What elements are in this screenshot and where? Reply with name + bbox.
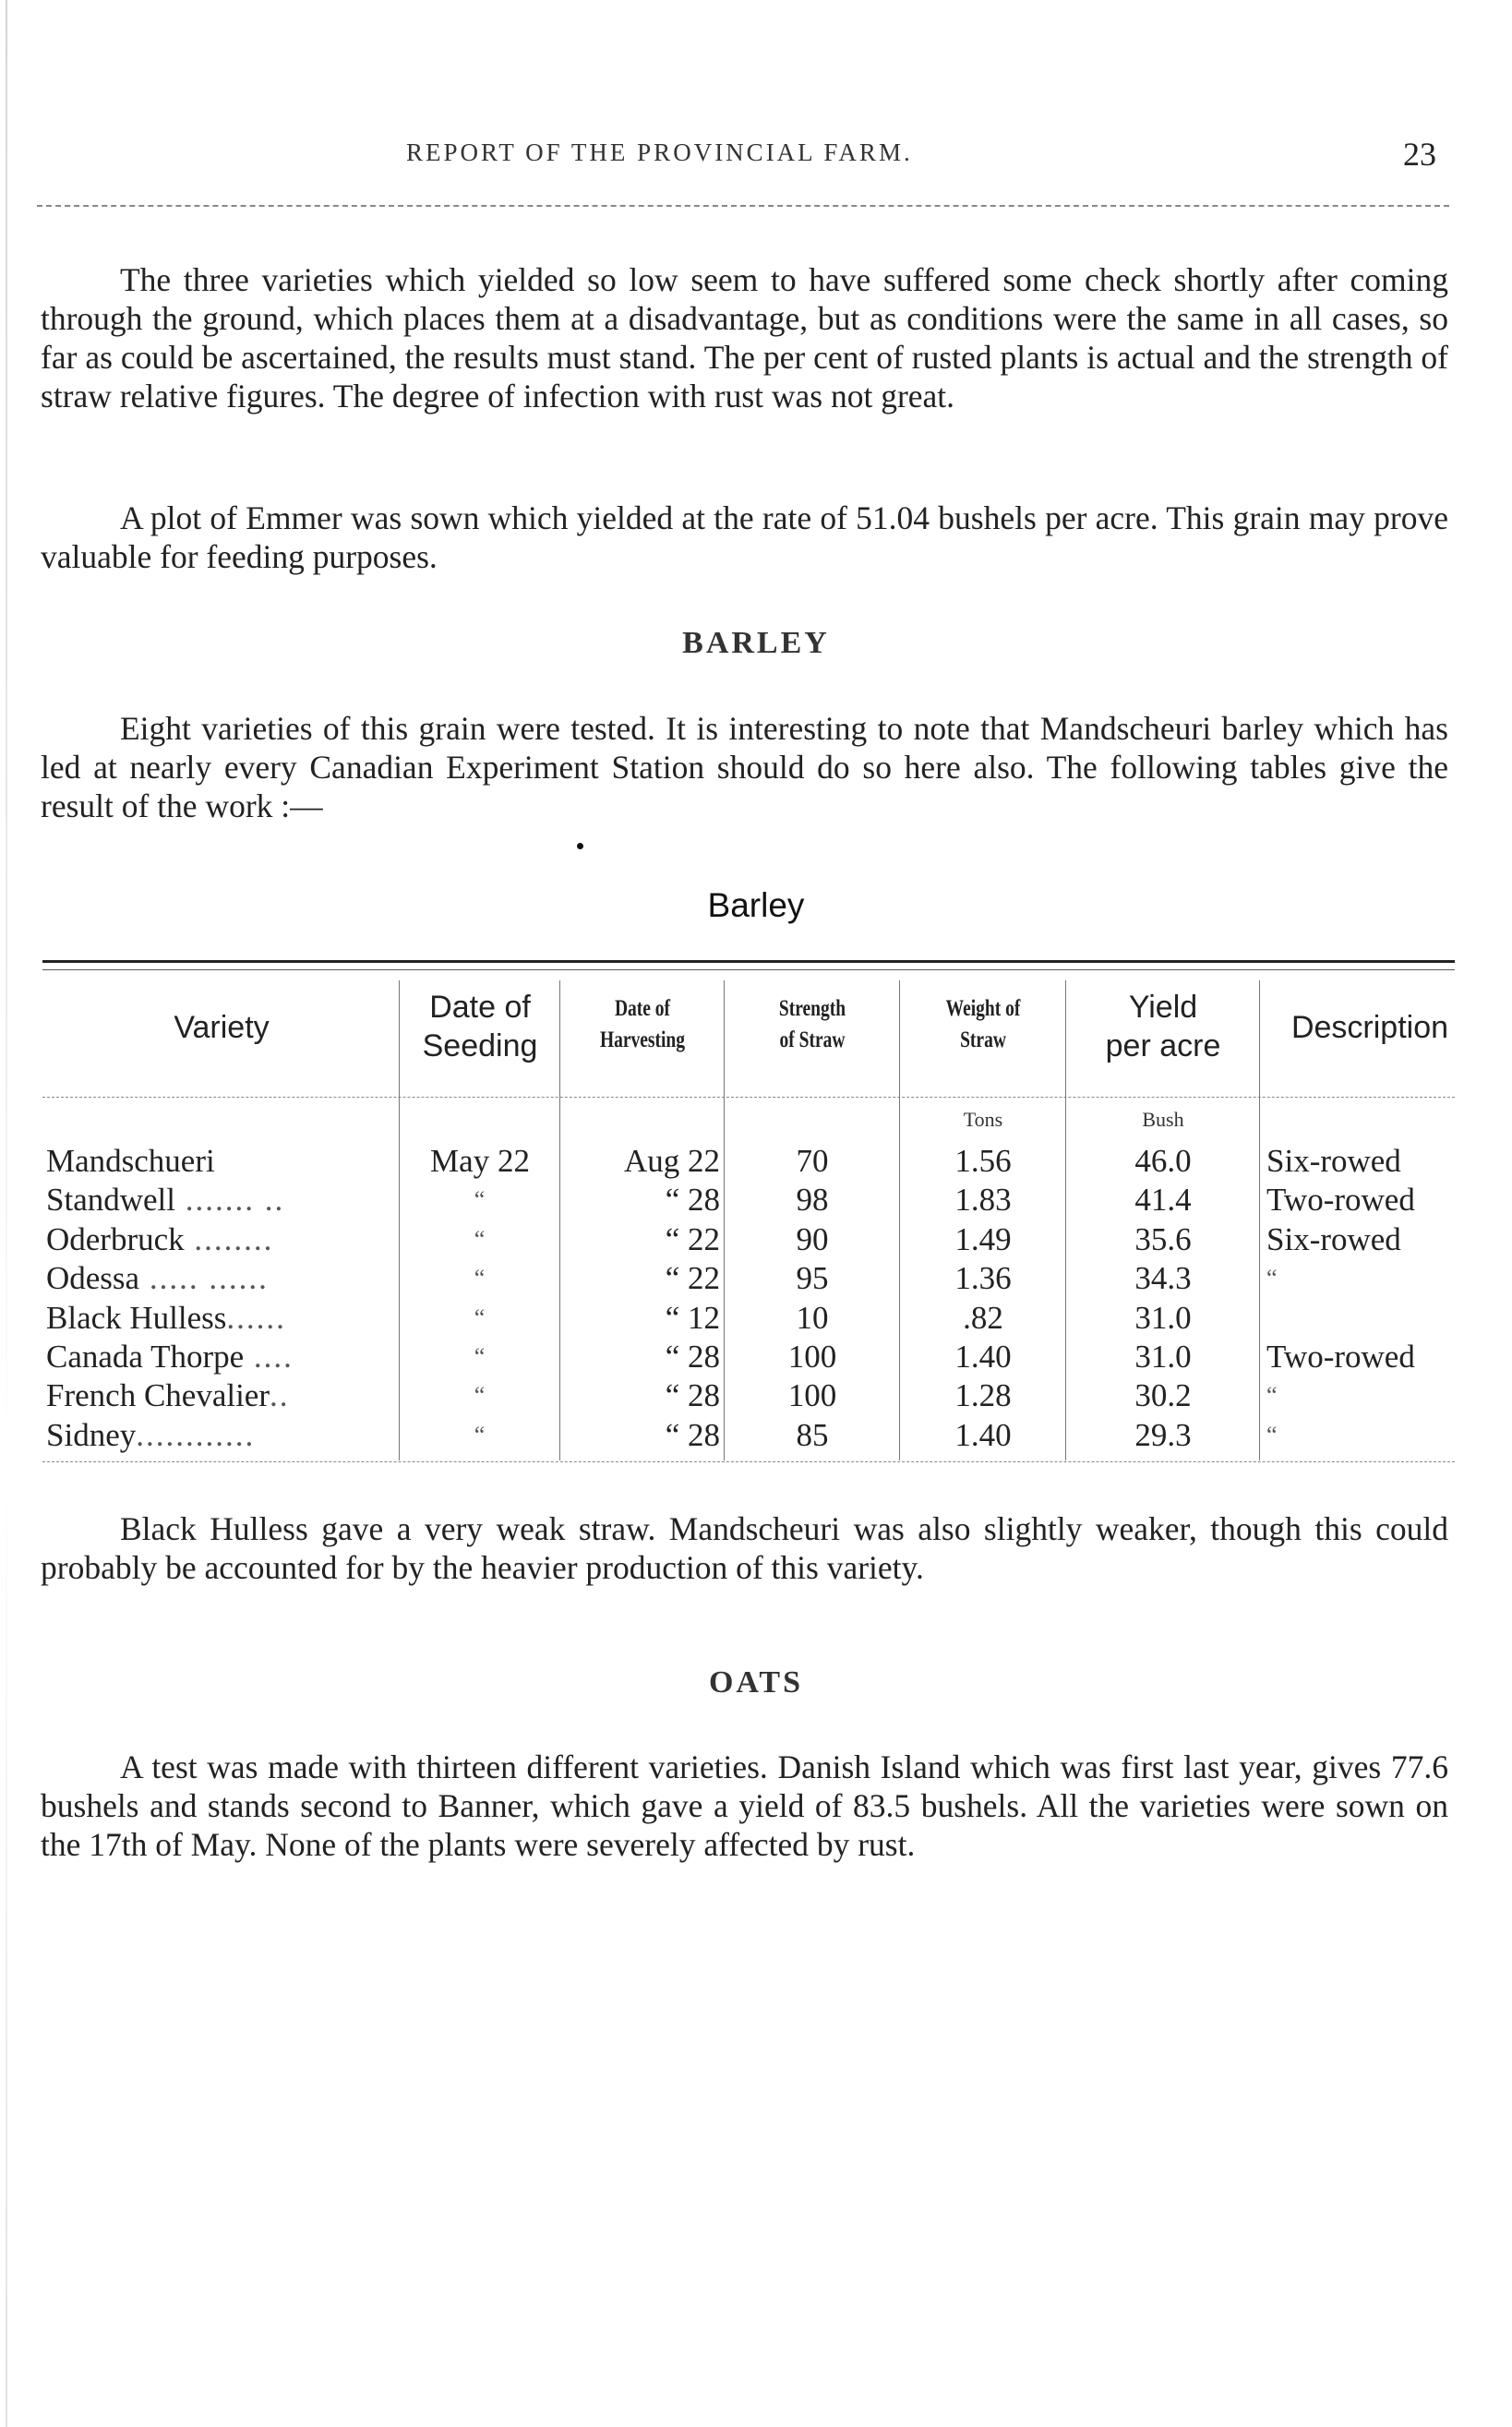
- cell-seeding-date: “: [474, 1382, 486, 1410]
- barley-section-heading: BARLEY: [682, 626, 830, 660]
- cell-harvest-date: Aug 22: [623, 1143, 720, 1179]
- cell-harvest-date: “ 28: [665, 1182, 720, 1219]
- cell-weight: 1.83: [954, 1182, 1012, 1219]
- table-header-rule: [42, 1097, 1455, 1098]
- variety-name: Mandschueri: [46, 1143, 215, 1179]
- cell-strength: 70: [796, 1143, 829, 1179]
- paragraph-oats: A test was made with thirteen different varieties. Danish Island which was first last year, gives 77.6 bushels and stands second to Banner, which gave a yield of 83.5 bushels. All the varieties were sown on the 17th of May. None of the plants were severely affected by rust.: [41, 1748, 1448, 1863]
- cell-yield: 34.3: [1134, 1260, 1192, 1297]
- header-rule: [37, 205, 1449, 207]
- variety-name: French Chevalier: [46, 1377, 270, 1414]
- leader-dots: ..... ......: [139, 1260, 269, 1297]
- cell-weight: 1.40: [954, 1339, 1012, 1375]
- paragraph-barley-intro: Eight varieties of this grain were tested. It is interesting to note that Mandscheuri barley which has led at nearly every Canadian Experiment Station should do so here also. The following tables give the result of the work :—: [41, 710, 1448, 824]
- cell-harvest-date: “ 28: [665, 1377, 720, 1414]
- leader-dots: ....: [244, 1339, 294, 1375]
- cell-strength: 100: [787, 1339, 837, 1375]
- table-row: [0, 1299, 1512, 1338]
- header-harvesting: Date of Harvesting: [599, 996, 686, 1052]
- cell-strength: 98: [796, 1182, 829, 1219]
- table-row: [0, 1142, 1512, 1181]
- leader-dots: ........: [184, 1220, 274, 1257]
- cell-seeding-date: “: [474, 1225, 486, 1253]
- cell-variety: [46, 1259, 397, 1298]
- cell-seeding-date: “: [474, 1265, 486, 1292]
- cell-seeding-date: May 22: [430, 1143, 530, 1179]
- cell-variety: [46, 1416, 397, 1455]
- cell-variety: [46, 1338, 397, 1376]
- cell-weight: 1.36: [954, 1260, 1012, 1297]
- cell-variety: [46, 1181, 397, 1220]
- leader-dots: ..: [270, 1377, 290, 1414]
- table-row: [0, 1181, 1512, 1220]
- cell-strength: 85: [796, 1416, 829, 1453]
- cell-yield: 29.3: [1134, 1416, 1192, 1453]
- header-weight: Weight of Straw: [945, 996, 1021, 1052]
- table-row: [0, 1416, 1512, 1455]
- cell-harvest-date: “ 22: [665, 1260, 720, 1297]
- cell-yield: 35.6: [1134, 1220, 1192, 1257]
- cell-harvest-date: “ 22: [665, 1220, 720, 1257]
- cell-yield: 31.0: [1134, 1339, 1192, 1375]
- cell-variety: [46, 1376, 397, 1415]
- variety-name: Black Hulless: [46, 1299, 227, 1336]
- cell-weight: .82: [963, 1299, 1003, 1336]
- cell-weight: 1.40: [954, 1416, 1012, 1453]
- cell-description: Six-rowed: [1266, 1220, 1401, 1257]
- table-top-rule-thin: [42, 969, 1455, 970]
- variety-name: Sidney: [46, 1416, 137, 1453]
- cell-strength: 95: [796, 1260, 829, 1297]
- cell-strength: 10: [796, 1299, 829, 1336]
- cell-yield: 31.0: [1134, 1299, 1192, 1336]
- table-row: [0, 1338, 1512, 1376]
- cell-yield: 30.2: [1134, 1377, 1192, 1414]
- paragraph-emmer: A plot of Emmer was sown which yielded at the rate of 51.04 bushels per acre. This grain may prove valuable for feeding purposes.: [41, 499, 1448, 575]
- table-row: [0, 1376, 1512, 1415]
- table-top-rule: [42, 960, 1455, 963]
- cell-description: “: [1266, 1265, 1278, 1292]
- paragraph-straw-note: Black Hulless gave a very weak straw. Mandscheuri was also slightly weaker, though this could probably be accounted for by the heavier production of this variety.: [41, 1510, 1448, 1586]
- unit-tons: Tons: [963, 1108, 1003, 1131]
- bullet-mark: [577, 843, 583, 849]
- cell-variety: [46, 1220, 397, 1259]
- paragraph-rust-check: The three varieties which yielded so low seem to have suffered some check shortly after coming through the ground, which places them at a disadvantage, but as conditions were the same in all cases, so far as could be ascertained, the results must stand. The per cent of rusted plants is actual and the strength of straw relative figures. The degree of infection with rust was not great.: [41, 261, 1448, 415]
- cell-weight: 1.49: [954, 1220, 1012, 1257]
- header-variety: Variety: [174, 1010, 270, 1045]
- cell-variety: [46, 1142, 397, 1181]
- oats-section-heading: OATS: [708, 1665, 804, 1700]
- cell-variety: [46, 1299, 397, 1338]
- cell-strength: 100: [787, 1377, 837, 1414]
- header-yield: Yield per acre: [1105, 990, 1221, 1063]
- page-number: 23: [1403, 136, 1436, 173]
- cell-seeding-date: “: [474, 1421, 486, 1448]
- unit-bush: Bush: [1142, 1108, 1184, 1131]
- table-title: Barley: [707, 886, 805, 924]
- table-row: [0, 1220, 1512, 1259]
- leader-dots: ......: [226, 1299, 286, 1336]
- cell-yield: 41.4: [1134, 1182, 1192, 1219]
- running-head: REPORT OF THE PROVINCIAL FARM.: [406, 138, 913, 166]
- header-description: Description: [1290, 1010, 1449, 1045]
- cell-seeding-date: “: [474, 1186, 486, 1214]
- variety-name: Standwell: [46, 1182, 175, 1219]
- variety-name: Oderbruck: [46, 1220, 185, 1257]
- cell-description: “: [1266, 1382, 1278, 1410]
- cell-yield: 46.0: [1134, 1143, 1192, 1179]
- table-row: [0, 1259, 1512, 1298]
- cell-harvest-date: “ 28: [665, 1339, 720, 1375]
- cell-harvest-date: “ 12: [665, 1299, 720, 1336]
- cell-description: Six-rowed: [1266, 1143, 1401, 1179]
- cell-weight: 1.56: [954, 1143, 1012, 1179]
- cell-seeding-date: “: [474, 1343, 486, 1370]
- cell-description: Two-rowed: [1266, 1339, 1415, 1375]
- leader-dots: ............: [136, 1416, 256, 1453]
- cell-seeding-date: “: [474, 1304, 486, 1331]
- variety-name: Odessa: [46, 1260, 140, 1297]
- cell-description: Two-rowed: [1266, 1182, 1415, 1219]
- cell-weight: 1.28: [954, 1377, 1012, 1414]
- cell-harvest-date: “ 28: [665, 1416, 720, 1453]
- header-strength: Strength of Straw: [778, 996, 846, 1052]
- header-seeding: Date of Seeding: [422, 990, 538, 1063]
- cell-strength: 90: [796, 1220, 829, 1257]
- table-bottom-rule: [42, 1461, 1455, 1462]
- variety-name: Canada Thorpe: [46, 1339, 245, 1375]
- cell-description: “: [1266, 1421, 1278, 1448]
- leader-dots: ....... ..: [174, 1182, 285, 1219]
